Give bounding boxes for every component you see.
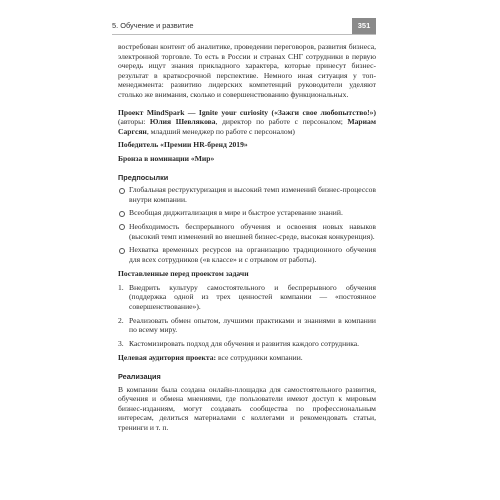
list-item <box>118 316 376 335</box>
author-name: Мариам Саргсян <box>118 117 376 136</box>
item-text: Кастомизировать подход для обучения и развития каждого сотрудника. <box>129 338 360 348</box>
intro-paragraph: востребован контент об аналитике, проведении переговоров, развития бизнеса, электронной торговле. То есть в России и странах СНГ сотрудники в первую очередь ищут знания прикладного характера, которые принесут бизнес-результат в краткосрочной перспективе. Немного иная ситуация у топ-менеджмента: развитию лидерских компетенций руководители уделяют столько же внимания, сколько и совершенствованию функциональных. <box>118 42 376 99</box>
item-number: 1. <box>118 282 124 292</box>
item-number: 3. <box>118 338 124 348</box>
list-item: Нехватка временных ресурсов на организацию традиционного обучения для всех сотрудников («в классе» и с отрывом от работы). <box>118 245 376 264</box>
list-item <box>118 339 376 349</box>
tasks-heading: Поставленные перед проектом задачи <box>118 269 249 279</box>
author-name: Юлия Шевлякова <box>149 117 216 127</box>
item-number: 2. <box>118 315 124 325</box>
page-number: 351 <box>352 18 376 34</box>
audience-label: Целевая аудитория проекта: <box>118 353 217 363</box>
list-item: Глобальная реструктуризация и высокий темп изменений бизнес-процессов внутри компании. <box>118 185 376 204</box>
author-role: , младший менеджер по работе с персоналом) <box>146 126 295 136</box>
award-winner: Победитель «Премии HR-бренд 2019» <box>118 140 248 150</box>
implementation-paragraph: В компании была создана онлайн-площадка для самостоятельного развития, обучения и обмена мнениями, где пользователи имеют доступ к мировым бизнес-изданиям, могут создавать сообщества по профессиональным интересам, делиться материалами с коллегами и рекомендовать статьи, тренинги и т. п. <box>118 384 376 432</box>
project-name: Проект MindSpark — Ignite your curiosity («Зажги свое любопытство!») <box>118 107 376 117</box>
prerequisites-heading: Предпосылки <box>118 172 169 182</box>
authors-prefix: (авторы: <box>118 117 150 127</box>
item-text: Внедрить культуру самостоятельного и беспрерывного обучения (поддержка одной из трех ценностей компании — «постоянное совершенствование»). <box>129 282 376 312</box>
audience-value: все сотрудники компании. <box>216 353 303 363</box>
section-title: 5. Обучение и развитие <box>112 21 194 30</box>
page-body <box>118 42 376 433</box>
prerequisites-list <box>118 185 376 264</box>
list-item <box>118 283 376 312</box>
list-item: Необходимость беспрерывного обучения и освоения новых навыков (высокий темп изменений во внешней бизнес-среде, высокая конкуренция). <box>118 222 376 241</box>
award-bronze: Бронза в номинации «Мир» <box>118 153 215 163</box>
item-text: Реализовать обмен опытом, лучшими практиками и знаниями в компании по всему миру. <box>129 315 376 335</box>
implementation-heading: Реализация <box>118 372 161 382</box>
list-item: Всеобщая диджитализация в мире и быстрое устаревание знаний. <box>118 208 376 218</box>
running-header <box>112 20 376 35</box>
author-role: , директор по работе с персоналом; <box>215 117 348 127</box>
project-title <box>118 108 376 137</box>
tasks-list <box>118 283 376 349</box>
audience-line <box>118 353 376 363</box>
